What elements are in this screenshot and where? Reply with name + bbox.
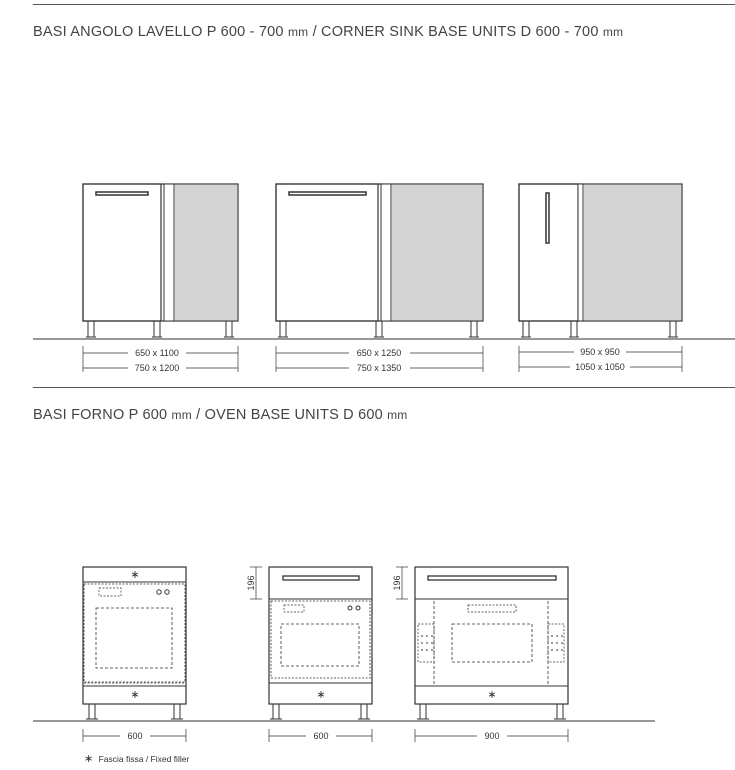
legend [84, 752, 189, 765]
dim-label: 750 x 1350 [356, 363, 402, 373]
drawer-handle [283, 576, 359, 580]
drawer-handle [428, 576, 556, 580]
dim-label: 950 x 950 [580, 347, 620, 357]
dim-label: 600 [127, 731, 143, 741]
legend-symbol: ∗ [84, 753, 94, 765]
feet [417, 704, 566, 719]
feet [86, 704, 183, 719]
dim-label: 1050 x 1050 [575, 362, 625, 372]
corner-panel [392, 185, 482, 320]
section2-title: BASI FORNO P 600 mm / OVEN BASE UNITS D 600 mm [33, 407, 408, 423]
legend-text: Fascia fissa / Fixed filler [98, 754, 190, 764]
cabinet-body [415, 567, 568, 704]
corner-sink-unit-2 [276, 184, 483, 372]
feet [86, 321, 234, 337]
corner-panel [175, 185, 237, 320]
dim-label-vertical: 196 [392, 575, 402, 591]
filler-strip [164, 184, 174, 321]
oven-base-unit-2 [250, 567, 372, 742]
door-handle [289, 192, 366, 195]
door-handle [546, 193, 549, 243]
dim-label: 750 x 1200 [134, 363, 180, 373]
section1-title: BASI ANGOLO LAVELLO P 600 - 700 mm / CORNER SINK BASE UNITS D 600 - 700 mm [33, 24, 624, 40]
dim-label: 600 [313, 731, 329, 741]
door-handle [96, 192, 148, 195]
oven-base-unit-1 [83, 567, 186, 742]
feet [270, 704, 370, 719]
corner-panel [584, 185, 681, 320]
cabinet-body [83, 567, 186, 704]
filler-strip [578, 184, 583, 321]
dim-label: 650 x 1100 [135, 348, 179, 358]
filler-mark: ∗ [130, 569, 140, 581]
dim-label: 650 x 1250 [356, 348, 402, 358]
corner-sink-unit-3 [519, 184, 682, 372]
oven-base-unit-3 [396, 567, 568, 742]
filler-mark: ∗ [316, 689, 326, 701]
feet [521, 321, 678, 337]
filler-mark: ∗ [487, 689, 497, 701]
corner-sink-unit-1 [83, 184, 238, 372]
dim-label-vertical: 196 [246, 575, 256, 591]
dim-label: 900 [484, 731, 500, 741]
filler-strip [381, 184, 391, 321]
feet [278, 321, 479, 337]
filler-mark: ∗ [130, 689, 140, 701]
